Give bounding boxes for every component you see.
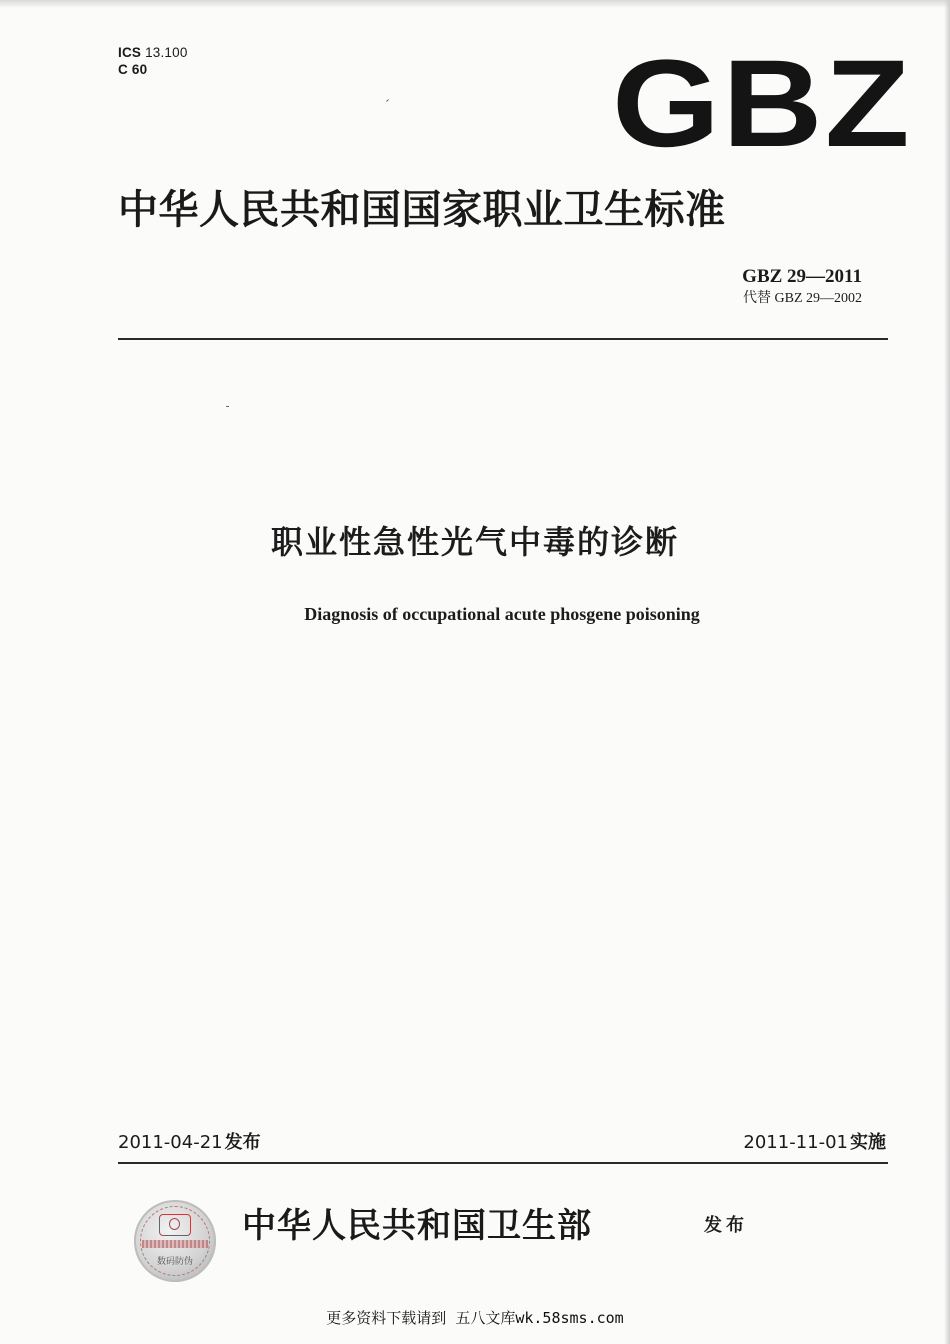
ccs-code: C 60 <box>118 62 148 77</box>
publisher-suffix: 发布 <box>704 1215 748 1236</box>
seal-label: 数码防伪 <box>156 1257 193 1267</box>
anti-counterfeit-seal-icon <box>134 1200 216 1282</box>
issue-date-value: 2011-04-21 <box>118 1132 223 1153</box>
seal-band <box>142 1240 208 1248</box>
bottom-divider <box>118 1162 888 1164</box>
publisher-name: 中华人民共和国卫生部 <box>242 1206 592 1246</box>
implementation-date-suffix: 实施 <box>850 1132 886 1153</box>
implementation-date-value: 2011-11-01 <box>743 1132 848 1153</box>
issue-date-suffix: 发布 <box>224 1132 261 1153</box>
standard-number: GBZ 29—2011 <box>742 266 862 287</box>
replaces-standard: 代替 GBZ 29—2002 <box>743 291 862 306</box>
ics-label: ICS <box>118 45 142 60</box>
scan-speck <box>386 99 389 102</box>
gbz-logo: GBZ <box>612 35 912 173</box>
seal-emblem-icon <box>159 1214 191 1236</box>
issue-date <box>118 1130 261 1156</box>
implementation-date <box>743 1130 886 1156</box>
document-title-en: Diagnosis of occupational acute phosgene poisoning <box>304 604 700 624</box>
scan-edge-right <box>944 0 950 1344</box>
ics-value: 13.100 <box>145 45 188 60</box>
scan-edge-top <box>0 0 950 8</box>
scan-speck <box>226 406 229 407</box>
national-standard-title: 中华人民共和国国家职业卫生标准 <box>118 187 726 233</box>
ics-code <box>118 44 188 61</box>
classification-codes <box>118 44 188 78</box>
footer-watermark-text: 更多资料下载请到 五八文库wk.58sms.com <box>326 1309 624 1327</box>
document-title-cn: 职业性急性光气中毒的诊断 <box>270 523 679 561</box>
top-divider <box>118 338 888 340</box>
